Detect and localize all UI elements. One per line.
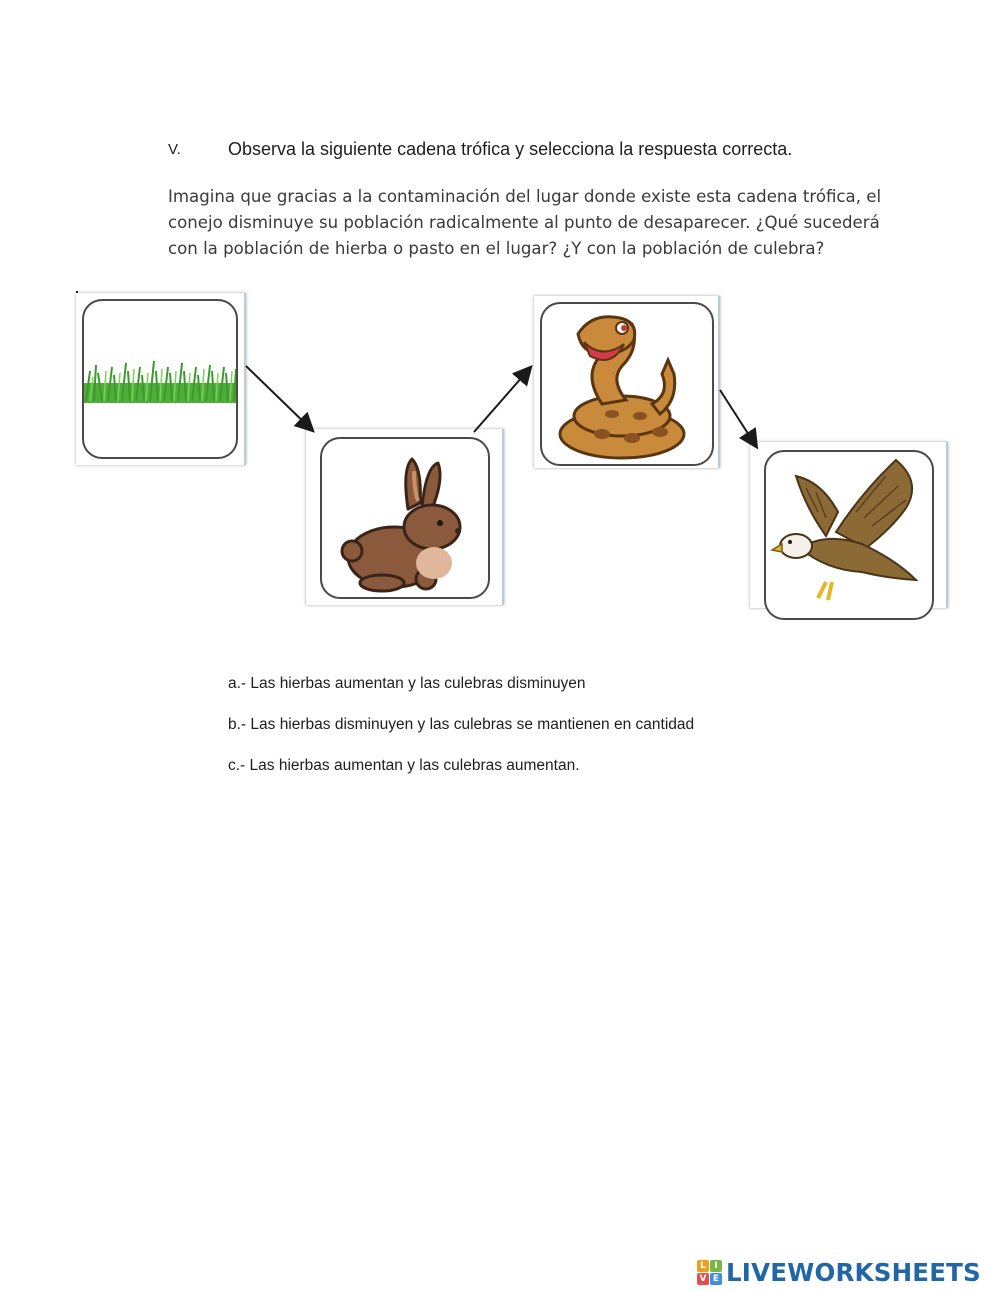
intro-line: conejo disminuye su población radicalmente al punto de desaparecer. ¿Qué sucederá xyxy=(168,213,880,232)
arrow-snake-to-eagle xyxy=(720,390,756,446)
snake-card xyxy=(534,296,720,468)
liveworksheets-logo xyxy=(697,1256,981,1288)
logo-icon xyxy=(697,1260,722,1285)
rabbit-image xyxy=(322,439,488,597)
question-number: V. xyxy=(168,141,181,158)
question-intro xyxy=(168,184,928,262)
logo-letter: E xyxy=(710,1273,722,1285)
option-b[interactable]: b.- Las hierbas disminuyen y las culebras se mantienen en cantidad xyxy=(228,716,695,733)
intro-line: Imagina que gracias a la contaminación del lugar donde existe esta cadena trófica, el xyxy=(168,187,882,206)
eagle-card xyxy=(750,442,948,608)
logo-letter: V xyxy=(697,1273,709,1285)
eagle-image xyxy=(766,452,932,618)
answer-options xyxy=(228,673,694,796)
intro-line: con la población de hierba o pasto en el lugar? ¿Y con la población de culebra? xyxy=(168,239,825,258)
rabbit-card xyxy=(306,429,504,605)
arrow-rabbit-to-snake xyxy=(474,368,530,432)
logo-letter: I xyxy=(710,1260,722,1272)
brand-name: LIVEWORKSHEETS xyxy=(726,1257,981,1287)
snake-image xyxy=(542,304,712,464)
arrow-grass-to-rabbit xyxy=(246,366,312,430)
logo-letter: L xyxy=(697,1260,709,1272)
question-title: Observa la siguiente cadena trófica y selecciona la respuesta correcta. xyxy=(228,139,793,159)
grass-image xyxy=(84,301,236,457)
grass-card xyxy=(76,293,246,465)
option-a[interactable]: a.- Las hierbas aumentan y las culebras disminuyen xyxy=(228,675,586,692)
option-c[interactable]: c.- Las hierbas aumentan y las culebras aumentan. xyxy=(228,757,580,774)
